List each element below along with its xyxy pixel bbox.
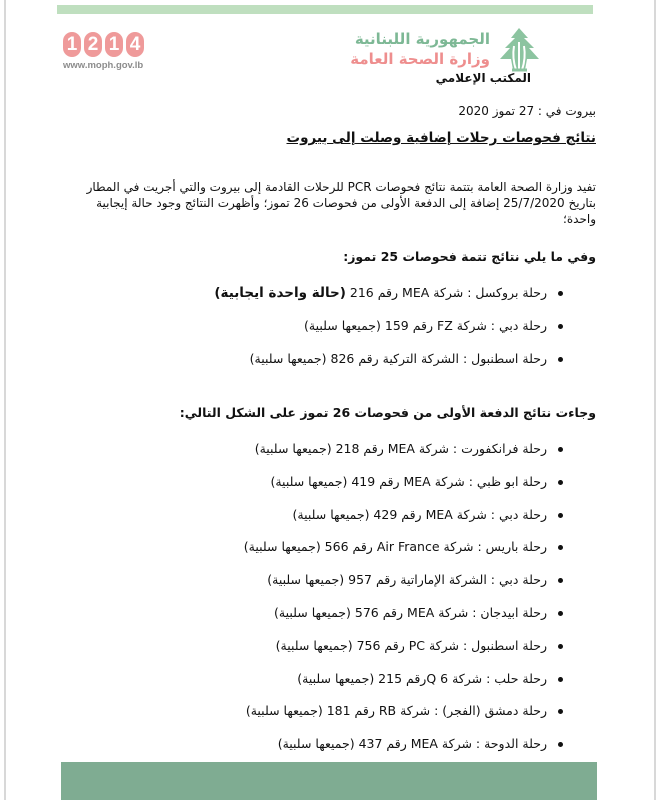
flight-item: رحلة دبي : شركة MEA رقم 429 (جميعها سلبية) [244, 505, 563, 538]
flight-text: رحلة بروكسل : شركة MEA رقم 216 [345, 285, 547, 300]
intro-paragraph: تفيد وزارة الصحة العامة بتتمة نتائج فحوصات PCR للرحلات القادمة إلى بيروت والتي أجريت في المطار بتاريخ 25/7/2020 إضافة إلى الدفعة الأولى من فحوصات 26 تموز؛ وأظهرت النتائج وجود حالة إيجابية واحدة؛ [86, 180, 596, 226]
cedar-logo-icon [497, 26, 542, 76]
republic-name: الجمهورية اللبنانية [354, 30, 490, 48]
ministry-name: وزارة الصحة العامة [350, 50, 490, 68]
document-title: نتائج فحوصات رحلات إضافية وصلت إلى بيروت [286, 130, 596, 146]
section2-flight-list [244, 439, 563, 767]
flight-item: رحلة اسطنبول : شركة PC رقم 756 (جميعها سلبية) [244, 636, 563, 669]
flight-item: رحلة باريس : شركة Air France رقم 566 (جميعها سلبية) [244, 537, 563, 570]
positive-result: (حالة واحدة ايجابية) [214, 285, 346, 301]
section2-heading: وجاءت نتائج الدفعة الأولى من فحوصات 26 تموز على الشكل التالي: [179, 405, 596, 420]
flight-item: رحلة ابو ظبي : شركة MEA رقم 419 (جميعها سلبية) [244, 472, 563, 505]
flight-item [214, 283, 563, 316]
flight-item [214, 316, 563, 349]
section1-heading: وفي ما يلي نتائج تتمة فحوصات 25 تموز: [343, 249, 596, 264]
flight-item: رحلة الدوحة : شركة MEA رقم 437 (جميعها سلبية) [244, 734, 563, 767]
flight-item: رحلة دبي : الشركة الإماراتية رقم 957 (جميعها سلبية) [244, 570, 563, 603]
hotline-digit: 1 [63, 32, 81, 57]
document-date: بيروت في : 27 تموز 2020 [458, 104, 596, 118]
page-border-right [654, 0, 656, 800]
hotline-digit: 1 [105, 32, 123, 57]
hotline-logo [63, 32, 144, 57]
flight-text: رحلة اسطنبول : الشركة التركية رقم 826 (جميعها سلبية) [249, 350, 547, 366]
website-url: www.moph.gov.lb [63, 60, 144, 71]
flight-text: رحلة دبي : شركة FZ رقم 159 (جميعها سلبية) [304, 317, 547, 333]
flight-item: رحلة ابيدجان : شركة MEA رقم 576 (جميعها سلبية) [244, 603, 563, 636]
page-border-left [4, 0, 6, 800]
flight-item: رحلة فرانكفورت : شركة MEA رقم 218 (جميعها سلبية) [244, 439, 563, 472]
footer-color-bar [61, 762, 597, 800]
header-color-bar [57, 5, 593, 14]
flight-item [214, 349, 563, 382]
flight-item: رحلة دمشق (الفجر) : شركة RB رقم 181 (جميعها سلبية) [244, 701, 563, 734]
press-office-label: المكتب الإعلامي [435, 71, 531, 85]
hotline-digit: 2 [84, 32, 102, 57]
flight-item: رحلة حلب : شركة 6 Qرقم 215 (جميعها سلبية) [244, 669, 563, 702]
section1-flight-list [214, 283, 563, 381]
hotline-digit: 4 [126, 32, 144, 57]
